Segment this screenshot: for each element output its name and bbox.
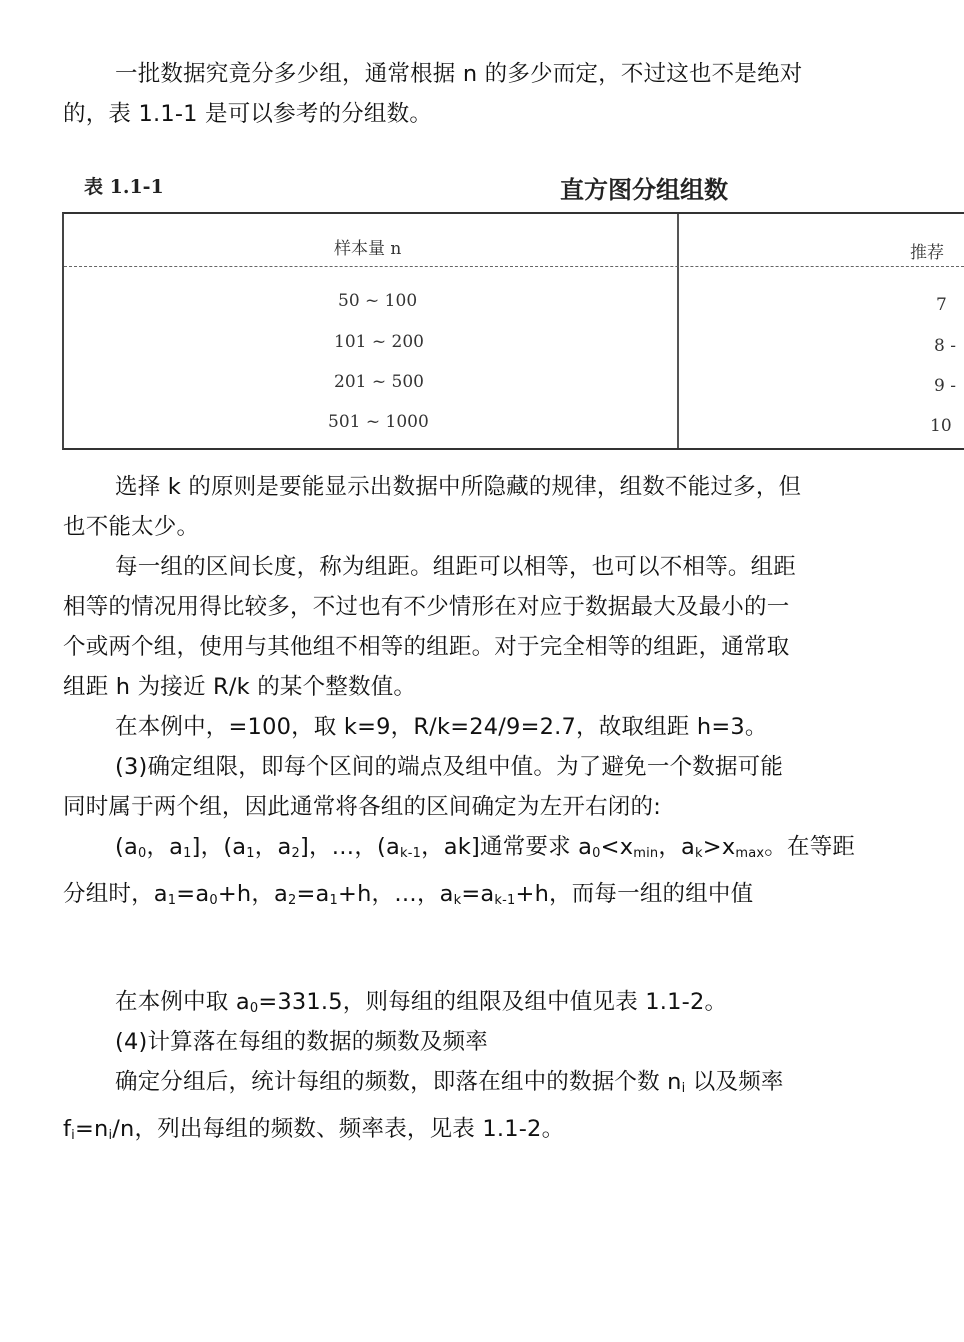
text-line: 个或两个组，使用与其他组不相等的组距。对于完全相等的组距，通常取 [63, 634, 790, 660]
table-title: 直方图分组组数 [560, 175, 728, 204]
formula-text: ]，(a [191, 834, 247, 860]
text-line: 选择 k 的原则是要能显示出数据中所隐藏的规律，组数不能过多，但 [115, 474, 802, 500]
paragraph-4 [63, 707, 893, 747]
text-line: 也不能太少。 [63, 514, 200, 540]
text-line: (4)计算落在每组的数据的频数及频率 [115, 1029, 488, 1055]
text-line: 相等的情况用得比较多，不过也有不少情形在对应于数据最大及最小的一 [63, 594, 790, 620]
table-cell: 8 - [934, 336, 956, 356]
subscript: 0 [592, 846, 601, 861]
text-line: (3)确定组限，即每个区间的端点及组中值。为了避免一个数据可能 [115, 754, 784, 780]
paragraph-2 [63, 467, 893, 547]
paragraph-5 [63, 747, 893, 827]
subscript: i [108, 1128, 113, 1143]
subscript: k [453, 893, 462, 908]
text-line: 在本例中，=100，取 k=9，R/k=24/9=2.7，故取组距 h=3。 [115, 714, 768, 740]
text-line: 以及频率 [685, 1069, 784, 1095]
formula-paragraph [63, 827, 893, 921]
subscript: i [71, 1128, 75, 1143]
formula-text: +h，a [217, 881, 289, 907]
subscript: k-1 [400, 846, 422, 861]
formula-text: ]，…，(a [299, 834, 401, 860]
text-line: =331.5，则每组的组限及组中值见表 1.1-2。 [258, 989, 728, 1015]
table-cell: 501 ~ 1000 [328, 412, 429, 432]
text-line: 在本例中取 a [115, 989, 250, 1015]
text-line: 组距 h 为接近 R/k 的某个整数值。 [63, 674, 417, 700]
formula-text: ，a [254, 834, 292, 860]
formula-text: =a [461, 881, 495, 907]
table-cell: 50 ~ 100 [338, 291, 418, 311]
subscript: i [681, 1081, 686, 1096]
formula-text: <x [600, 834, 634, 860]
text-line: f [63, 1116, 72, 1142]
subscript: 1 [183, 846, 192, 861]
data-table [62, 212, 964, 450]
formula-text: ，a [658, 834, 696, 860]
subscript: 1 [329, 893, 339, 908]
table-cell: 7 [936, 295, 947, 315]
paragraph-10 [63, 1062, 893, 1156]
table-cell: 10 [930, 416, 952, 436]
column-divider [677, 214, 679, 448]
header-divider [64, 266, 964, 267]
subscript: k [695, 846, 703, 861]
subscript: 1 [246, 846, 255, 861]
table-header-recommended: 推荐 [910, 243, 944, 263]
subscript: min [633, 846, 659, 861]
subscript: 2 [291, 846, 300, 861]
text-line: /n，列出每组的频数、频率表，见表 1.1-2。 [112, 1116, 565, 1142]
formula-text: >x [702, 834, 736, 860]
table-header-sample-size: 样本量 n [334, 239, 402, 259]
table-cell: 101 ~ 200 [334, 332, 424, 352]
text-line: =n [74, 1116, 109, 1142]
paragraph-3 [63, 547, 893, 707]
formula-text: 分组时，a [63, 881, 168, 907]
table-caption: 表 1.1-1 [84, 176, 164, 198]
formula-text: +h，…，a [338, 881, 454, 907]
formula-text: (a [115, 834, 138, 860]
formula-text: ，a [146, 834, 184, 860]
text-line: 的，表 1.1-1 是可以参考的分组数。 [63, 101, 433, 127]
formula-text: =a [176, 881, 210, 907]
subscript: 2 [288, 893, 297, 908]
formula-text: =a [296, 881, 330, 907]
table-cell: 9 - [934, 376, 956, 396]
text-line: 确定分组后，统计每组的频数，即落在组中的数据个数 n [115, 1069, 682, 1095]
formula-text: 。在等距 [764, 834, 856, 860]
formula-text: +h，而每一组的组中值 [515, 881, 754, 907]
subscript: max [735, 846, 765, 861]
paragraph-1 [63, 54, 893, 134]
table-cell: 201 ~ 500 [334, 372, 424, 392]
text-line: 一批数据究竟分多少组，通常根据 n 的多少而定，不过这也不是绝对 [115, 61, 803, 87]
subscript: 0 [137, 846, 147, 861]
subscript: k-1 [494, 893, 516, 908]
subscript: 0 [209, 893, 218, 908]
subscript: 1 [167, 893, 177, 908]
formula-text: ，ak]通常要求 a [421, 834, 593, 860]
paragraph-9 [63, 1022, 893, 1062]
subscript: 0 [249, 1001, 259, 1016]
text-line: 每一组的区间长度，称为组距。组距可以相等，也可以不相等。组距 [115, 554, 797, 580]
text-line: 同时属于两个组，因此通常将各组的区间确定为左开右闭的: [63, 794, 661, 820]
